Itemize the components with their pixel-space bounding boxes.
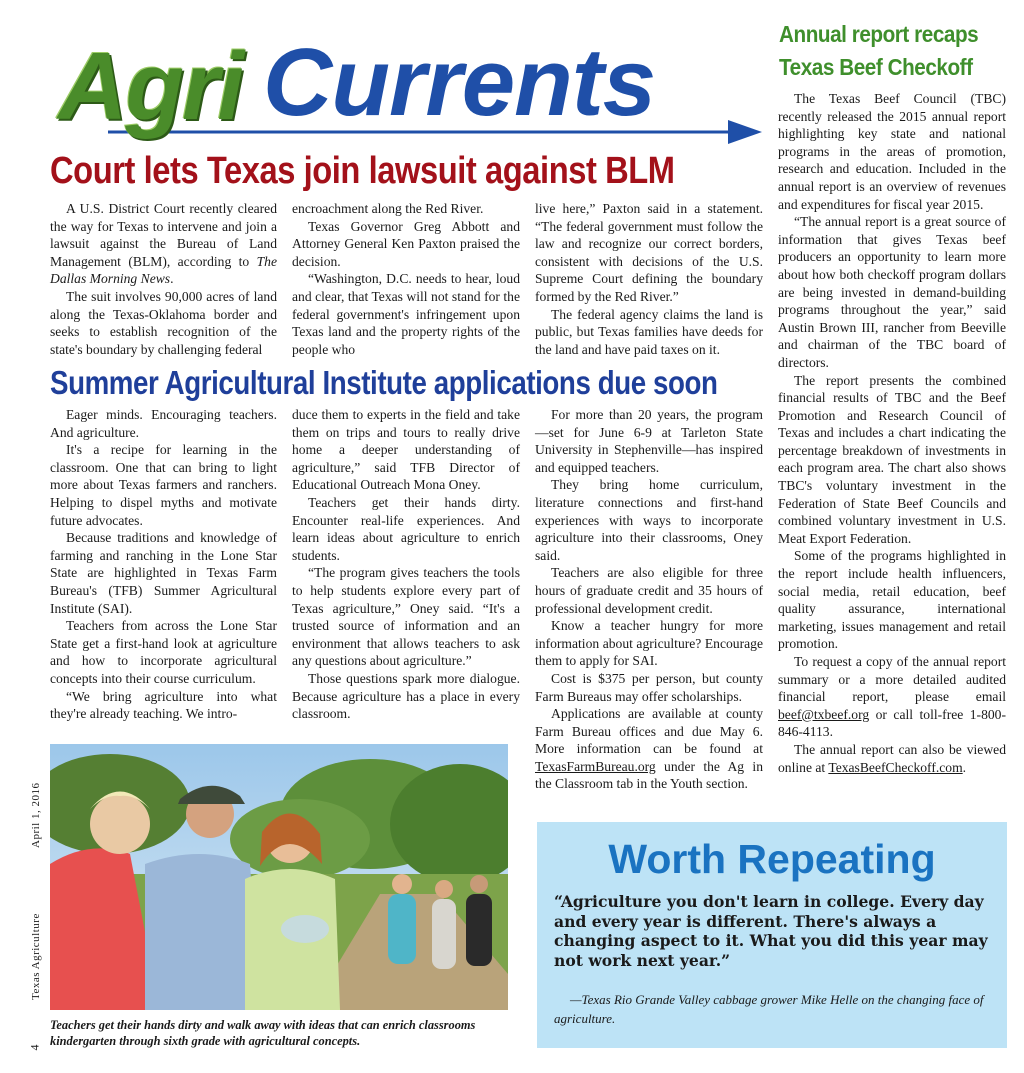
sai-paragraph: Applications are available at county Farm Bureau offices and due May 6. More information can be found at TexasFarmBureau.org under the Ag in the Classroom tab in the Youth section. — [535, 706, 763, 792]
court-paragraph: A U.S. District Court recently cleared the way for Texas to intervene and join a lawsuit against the Bureau of Land Management (BLM), according to The Dallas Morning News. — [50, 201, 277, 287]
sai-paragraph: Because traditions and knowledge of farming and ranching in the Lone Star State are highlighted in Texas Farm Bureau's (TFB) Summer Agricultural Institute (SAI). — [50, 530, 277, 616]
tbc-paragraph: To request a copy of the annual report summary or a more detailed audited financial report, please email beef@txbeef.org or call toll-free 1-800-846-4113. — [778, 654, 1006, 740]
sai-paragraph: It's a recipe for learning in the classroom. One that can bring to light more about Texas farmers and ranchers. Helping to dispel myths and motivate future advocates. — [50, 442, 277, 528]
court-column-1 — [50, 200, 277, 358]
tbc-paragraph: The Texas Beef Council (TBC) recently released the 2015 annual report highlighting key state and national programs in the areas of promotion, research and education. Included in the annual report is an overview of revenues and expenditures for fiscal year 2015. — [778, 91, 1006, 212]
court-paragraph: live here,” Paxton said in a statement. “The federal government must follow the law and recognize our correct borders, consistent with decisions of the U.S. Supreme Court defining the boundary formed by the Red River.” — [535, 201, 763, 304]
sai-column-1 — [50, 406, 277, 723]
court-paragraph: Texas Governor Greg Abbott and Attorney General Ken Paxton praised the decision. — [292, 218, 520, 269]
court-paragraph: The federal agency claims the land is public, but Texas families have deeds for the land and have paid taxes on it. — [535, 306, 763, 357]
logo-agri-text: Agri — [58, 33, 242, 140]
source-name: The Dallas Morning News — [50, 253, 277, 287]
sai-paragraph: “The program gives teachers the tools to help students explore every part of Texas agriculture,” Oney said. “It's a trusted source of information and an environment that allows teachers to ask any questions about agriculture.” — [292, 565, 520, 669]
worth-repeating-quote: “Agriculture you don't learn in college. Every day and every year is different. There's always a changing aspect to it. What you did this year may not work next year.” — [554, 892, 988, 970]
sai-headline: Summer Agricultural Institute applications due soon — [50, 364, 718, 401]
sai-paragraph: Those questions spark more dialogue. Because agriculture has a place in every classroom. — [292, 670, 520, 722]
tbc-column — [778, 90, 1006, 776]
texas-beef-checkoff-link[interactable]: TexasBeefCheckoff.com — [828, 759, 963, 775]
sai-paragraph: Cost is $375 per person, but county Farm Bureaus may offer scholarships. — [535, 670, 763, 704]
worth-repeating-title: Worth Repeating — [608, 836, 936, 882]
tbc-paragraph: Some of the programs highlighted in the report include health influencers, social media, retail education, beef quality assurance, international marketing, issues management and retail promotion. — [778, 548, 1006, 652]
sai-paragraph: Teachers get their hands dirty. Encounter real-life experiences. And learn ideas about agriculture to enrich students. — [292, 494, 520, 563]
court-column-2 — [292, 200, 520, 358]
court-column-3 — [535, 200, 763, 358]
sai-paragraph: Eager minds. Encouraging teachers. And agriculture. — [50, 407, 277, 440]
sai-paragraph: duce them to experts in the field and take them on trips and tours to really drive home a deeper understanding of agriculture,” said TFB Director of Educational Outreach Mona Oney. — [292, 407, 520, 493]
sai-paragraph: “We bring agriculture into what they're already teaching. We intro- — [50, 688, 277, 722]
court-paragraph: encroachment along the Red River. — [292, 201, 484, 216]
page-number: 4 — [27, 1044, 42, 1051]
sai-paragraph: Teachers from across the Lone Star State get a first-hand look at agriculture and how to incorporate agricultural concepts into their course curriculum. — [50, 618, 277, 686]
sai-paragraph: Know a teacher hungry for more information about agriculture? Encourage them to apply for SAI. — [535, 618, 763, 669]
tbc-paragraph: “The annual report is a great source of information that gives Texas beef producers an opportunity to learn more about how both checkoff program dollars are being invested in demand-building programs throughout the year,” said Austin Brown III, rancher from Beeville and chairman of the TBC board of directors. — [778, 214, 1006, 370]
worth-repeating-attribution: —Texas Rio Grande Valley cabbage grower Mike Helle on the changing face of agriculture. — [554, 992, 984, 1026]
tbc-headline: Annual report recaps Texas Beef Checkoff — [779, 21, 979, 80]
issue-date: April 1, 2016 — [30, 782, 42, 848]
sai-paragraph: They bring home curriculum, literature connections and first-hand experiences with ways to incorporate agriculture into their classrooms, Oney said. — [535, 477, 763, 563]
sai-column-3 — [535, 406, 763, 793]
court-headline: Court lets Texas join lawsuit against BLM — [50, 150, 675, 192]
court-paragraph: “Washington, D.C. needs to hear, loud and clear, that Texas will not stand for the federal government's infringement upon Texas land and the property rights of the people who — [292, 271, 520, 357]
teachers-field-photo — [50, 744, 508, 1010]
logo-currents-text: Currents — [263, 29, 656, 136]
court-paragraph: The suit involves 90,000 acres of land along the Texas-Oklahoma border and seeks to establish recognition of the state's boundary by challenging federal — [50, 288, 277, 357]
masthead-logo — [48, 24, 768, 154]
sai-paragraph: For more than 20 years, the program—set for June 6-9 at Tarleton State University in Stephenville—has inspired and equipped teachers. — [535, 407, 763, 475]
email-link[interactable]: beef@txbeef.org — [778, 706, 870, 722]
publication-name: Texas Agriculture — [30, 913, 42, 1000]
worth-repeating-box — [537, 822, 1007, 1048]
texas-farm-bureau-link[interactable]: TexasFarmBureau.org — [535, 758, 656, 774]
photo-caption: Teachers get their hands dirty and walk away with ideas that can enrich classrooms kindergarten through sixth grade with agricultural concepts. — [50, 1018, 476, 1048]
tbc-paragraph: The annual report can also be viewed online at TexasBeefCheckoff.com. — [778, 741, 1006, 775]
sai-paragraph: Teachers are also eligible for three hours of graduate credit and 35 hours of professional development credit. — [535, 565, 763, 616]
sai-column-2 — [292, 406, 520, 723]
tbc-paragraph: The report presents the combined financial results of TBC and the Beef Promotion and Research Council of Texas and includes a chart indicating the percentage breakdown of investments in each program area. The chart also shows TBC's voluntary investment in the Federation of State Beef Councils and combined voluntary investment in U.S. Meat Export Federation. — [778, 372, 1006, 546]
